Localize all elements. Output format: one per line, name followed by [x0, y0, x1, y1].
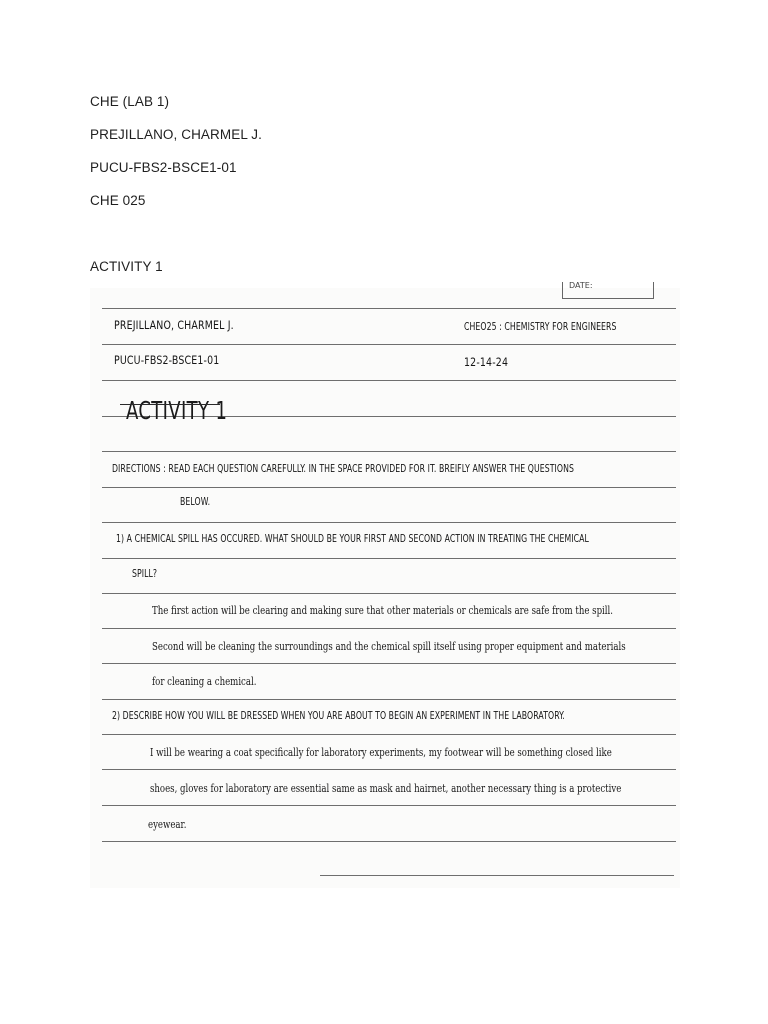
scan-date: 12-14-24: [464, 355, 509, 369]
ruled-line: [102, 734, 676, 735]
ruled-line: [102, 663, 676, 664]
activity-heading: ACTIVITY 1: [90, 259, 163, 274]
ruled-line: [102, 805, 676, 806]
answer-1-line-3: for cleaning a chemical.: [152, 675, 257, 688]
date-stamp-box: [562, 282, 654, 299]
directions-line-2: BELOW.: [180, 496, 211, 508]
title-overline: [120, 404, 220, 405]
ruled-line: [102, 699, 676, 700]
scanned-worksheet: [90, 281, 680, 888]
ruled-line: [102, 593, 676, 594]
answer-2-line-3: eyewear.: [148, 818, 187, 831]
scan-student-name: PREJILLANO, CHARMEL J.: [114, 318, 234, 332]
header-subject: CHE 025: [90, 193, 146, 208]
ruled-line: [102, 558, 676, 559]
ruled-line: [102, 628, 676, 629]
ruled-line: [102, 344, 676, 345]
ruled-line: [102, 308, 676, 309]
scan-course: CHEO25 : CHEMISTRY FOR ENGINEERS: [464, 321, 617, 333]
ruled-line: [102, 451, 676, 452]
header-student-name: PREJILLANO, CHARMEL J.: [90, 127, 262, 142]
ruled-line: [102, 487, 676, 488]
question-1-line-2: SPILL?: [132, 568, 158, 580]
answer-1-line-2: Second will be cleaning the surroundings and the chemical spill itself using proper equipment and materials: [152, 640, 626, 653]
answer-2-line-2: shoes, gloves for laboratory are essential same as mask and hairnet, another necessary thing is a protective: [150, 782, 622, 795]
scan-activity-title: ACTIVITY 1: [126, 396, 228, 425]
ruled-line: [102, 841, 676, 842]
ruled-line: [102, 522, 676, 523]
header-section: PUCU-FBS2-BSCE1-01: [90, 160, 237, 175]
question-1-line-1: 1) A CHEMICAL SPILL HAS OCCURED. WHAT SHOULD BE YOUR FIRST AND SECOND ACTION IN TREATING THE CHEMICAL: [116, 533, 589, 545]
answer-2-line-1: I will be wearing a coat specifically for laboratory experiments, my footwear will be something closed like: [150, 746, 612, 759]
question-2-line-1: 2) DESCRIBE HOW YOU WILL BE DRESSED WHEN YOU ARE ABOUT TO BEGIN AN EXPERIMENT IN THE LABORATORY.: [112, 710, 565, 722]
date-stamp-label: DATE:: [569, 281, 593, 290]
signature-line: [320, 875, 674, 876]
scan-section: PUCU-FBS2-BSCE1-01: [114, 353, 220, 367]
header-course-code: CHE (LAB 1): [90, 94, 170, 109]
answer-1-line-1: The first action will be clearing and making sure that other materials or chemicals are safe from the spill.: [152, 604, 614, 617]
ruled-line: [102, 769, 676, 770]
directions-line-1: DIRECTIONS : READ EACH QUESTION CAREFULLY. IN THE SPACE PROVIDED FOR IT. BREIFLY ANSWER THE QUESTIONS: [112, 463, 574, 475]
ruled-line: [102, 380, 676, 381]
